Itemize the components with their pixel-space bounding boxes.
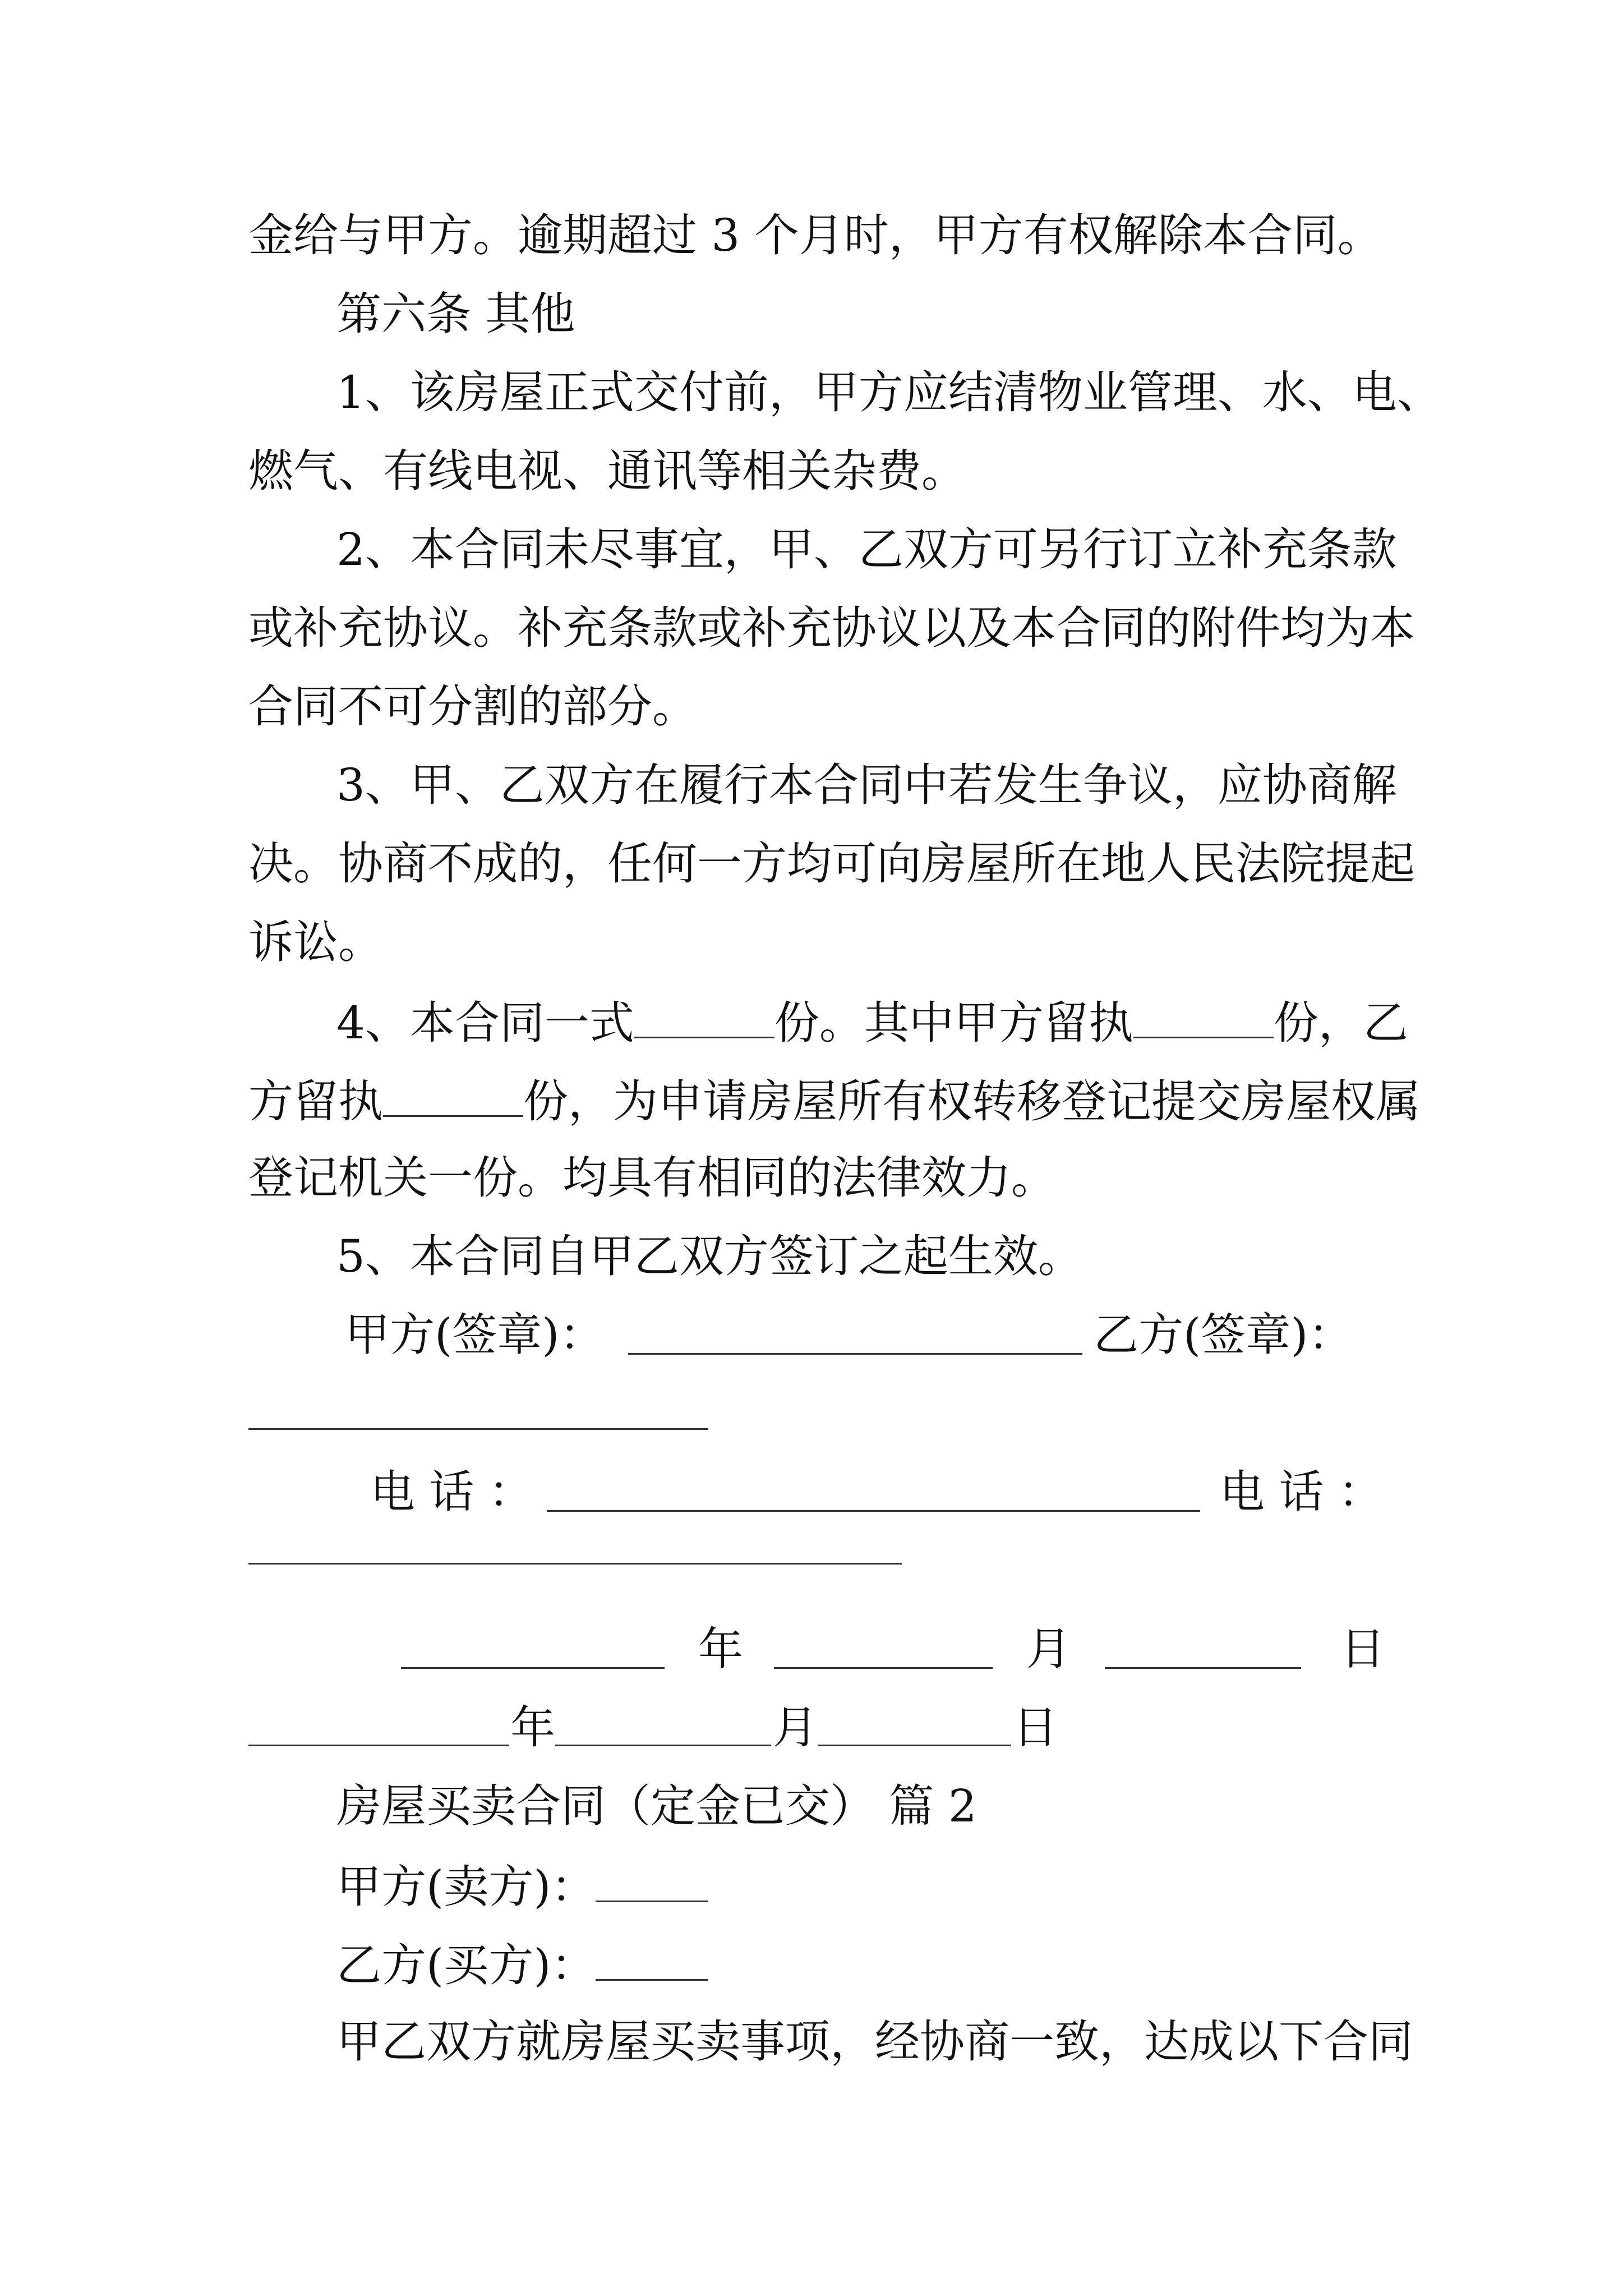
buyer-label: 乙方(买方)： <box>336 1939 596 1991</box>
copies-text-d: 方留执 <box>248 1075 383 1128</box>
text-line: 登记机关一份。均具有相同的法律效力。 <box>248 1152 1056 1204</box>
buyer-blank[interactable] <box>596 1935 708 1981</box>
party-a-phone-field[interactable] <box>547 1510 1200 1512</box>
seller-blank[interactable] <box>596 1857 708 1902</box>
party-a-month-field[interactable] <box>774 1667 993 1669</box>
text-line: 燃气、有线电视、通讯等相关杂费。 <box>248 445 966 497</box>
party-b-signature-label: 乙方(签章)： <box>1094 1309 1353 1361</box>
text-line: 甲乙双方就房屋买卖事项，经协商一致，达成以下合同 <box>336 2016 1413 2068</box>
month-label: 月 <box>773 1701 818 1754</box>
party-a-day-field[interactable] <box>1105 1667 1301 1669</box>
day-label: 日 <box>1340 1623 1385 1675</box>
year-label: 年 <box>698 1623 743 1675</box>
section-heading: 第六条 其他 <box>336 288 575 340</box>
text-line: 金给与甲方。逾期超过 3 个月时，甲方有权解除本合同。 <box>248 209 1382 261</box>
day-label: 日 <box>1013 1701 1058 1754</box>
party-b-phone-field[interactable] <box>248 1563 902 1565</box>
party-a-year-field[interactable] <box>401 1667 665 1669</box>
party-b-year-field[interactable] <box>248 1745 509 1746</box>
text-line: 合同不可分割的部分。 <box>248 680 697 733</box>
party-b-phone-label: 电 话 ： <box>1220 1466 1383 1518</box>
party-b-month-field[interactable] <box>555 1745 771 1746</box>
copies-text-b: 份。其中甲方留执 <box>774 997 1133 1049</box>
copies-text-a: 4、本合同一式 <box>336 997 634 1049</box>
party-b-signature-field[interactable] <box>248 1428 708 1430</box>
text-line: 诉讼。 <box>248 916 383 968</box>
party-a-phone-label: 电 话 ： <box>370 1466 533 1518</box>
seller-line <box>336 1857 1623 1915</box>
text-line: 决。协商不成的，任何一方均可向房屋所在地人民法院提起 <box>248 838 1415 890</box>
party-b-day-field[interactable] <box>818 1745 1011 1746</box>
copies-total-blank[interactable] <box>634 993 774 1038</box>
contract-title: 房屋买卖合同（定金已交） 篇 2 <box>336 1780 977 1832</box>
text-line: 2、本合同未尽事宜，甲、乙双方可另行订立补充条款 <box>336 523 1397 576</box>
seller-label: 甲方(卖方)： <box>336 1861 596 1913</box>
text-line: 或补充协议。补充条款或补充协议以及本合同的附件均为本 <box>248 602 1415 654</box>
copies-text-c: 份，乙 <box>1273 997 1408 1049</box>
copies-party-a-blank[interactable] <box>1133 993 1274 1038</box>
party-a-signature-field[interactable] <box>628 1353 1082 1355</box>
text-line: 5、本合同自甲乙双方签订之起生效。 <box>336 1230 1083 1282</box>
month-label: 月 <box>1026 1623 1071 1675</box>
text-line: 3、甲、乙双方在履行本合同中若发生争议，应协商解 <box>336 759 1397 811</box>
text-line: 1、该房屋正式交付前，甲方应结清物业管理、水、电、 <box>336 366 1442 418</box>
year-label: 年 <box>510 1701 555 1754</box>
copies-text-e: 份，为申请房屋所有权转移登记提交房屋权属 <box>523 1075 1421 1128</box>
buyer-line <box>336 1935 1623 1994</box>
party-a-signature-label: 甲方(签章)： <box>345 1309 605 1361</box>
text-line-copies <box>336 993 1623 1051</box>
copies-party-b-blank[interactable] <box>383 1071 523 1117</box>
text-line-copies-2 <box>248 1071 1623 1130</box>
